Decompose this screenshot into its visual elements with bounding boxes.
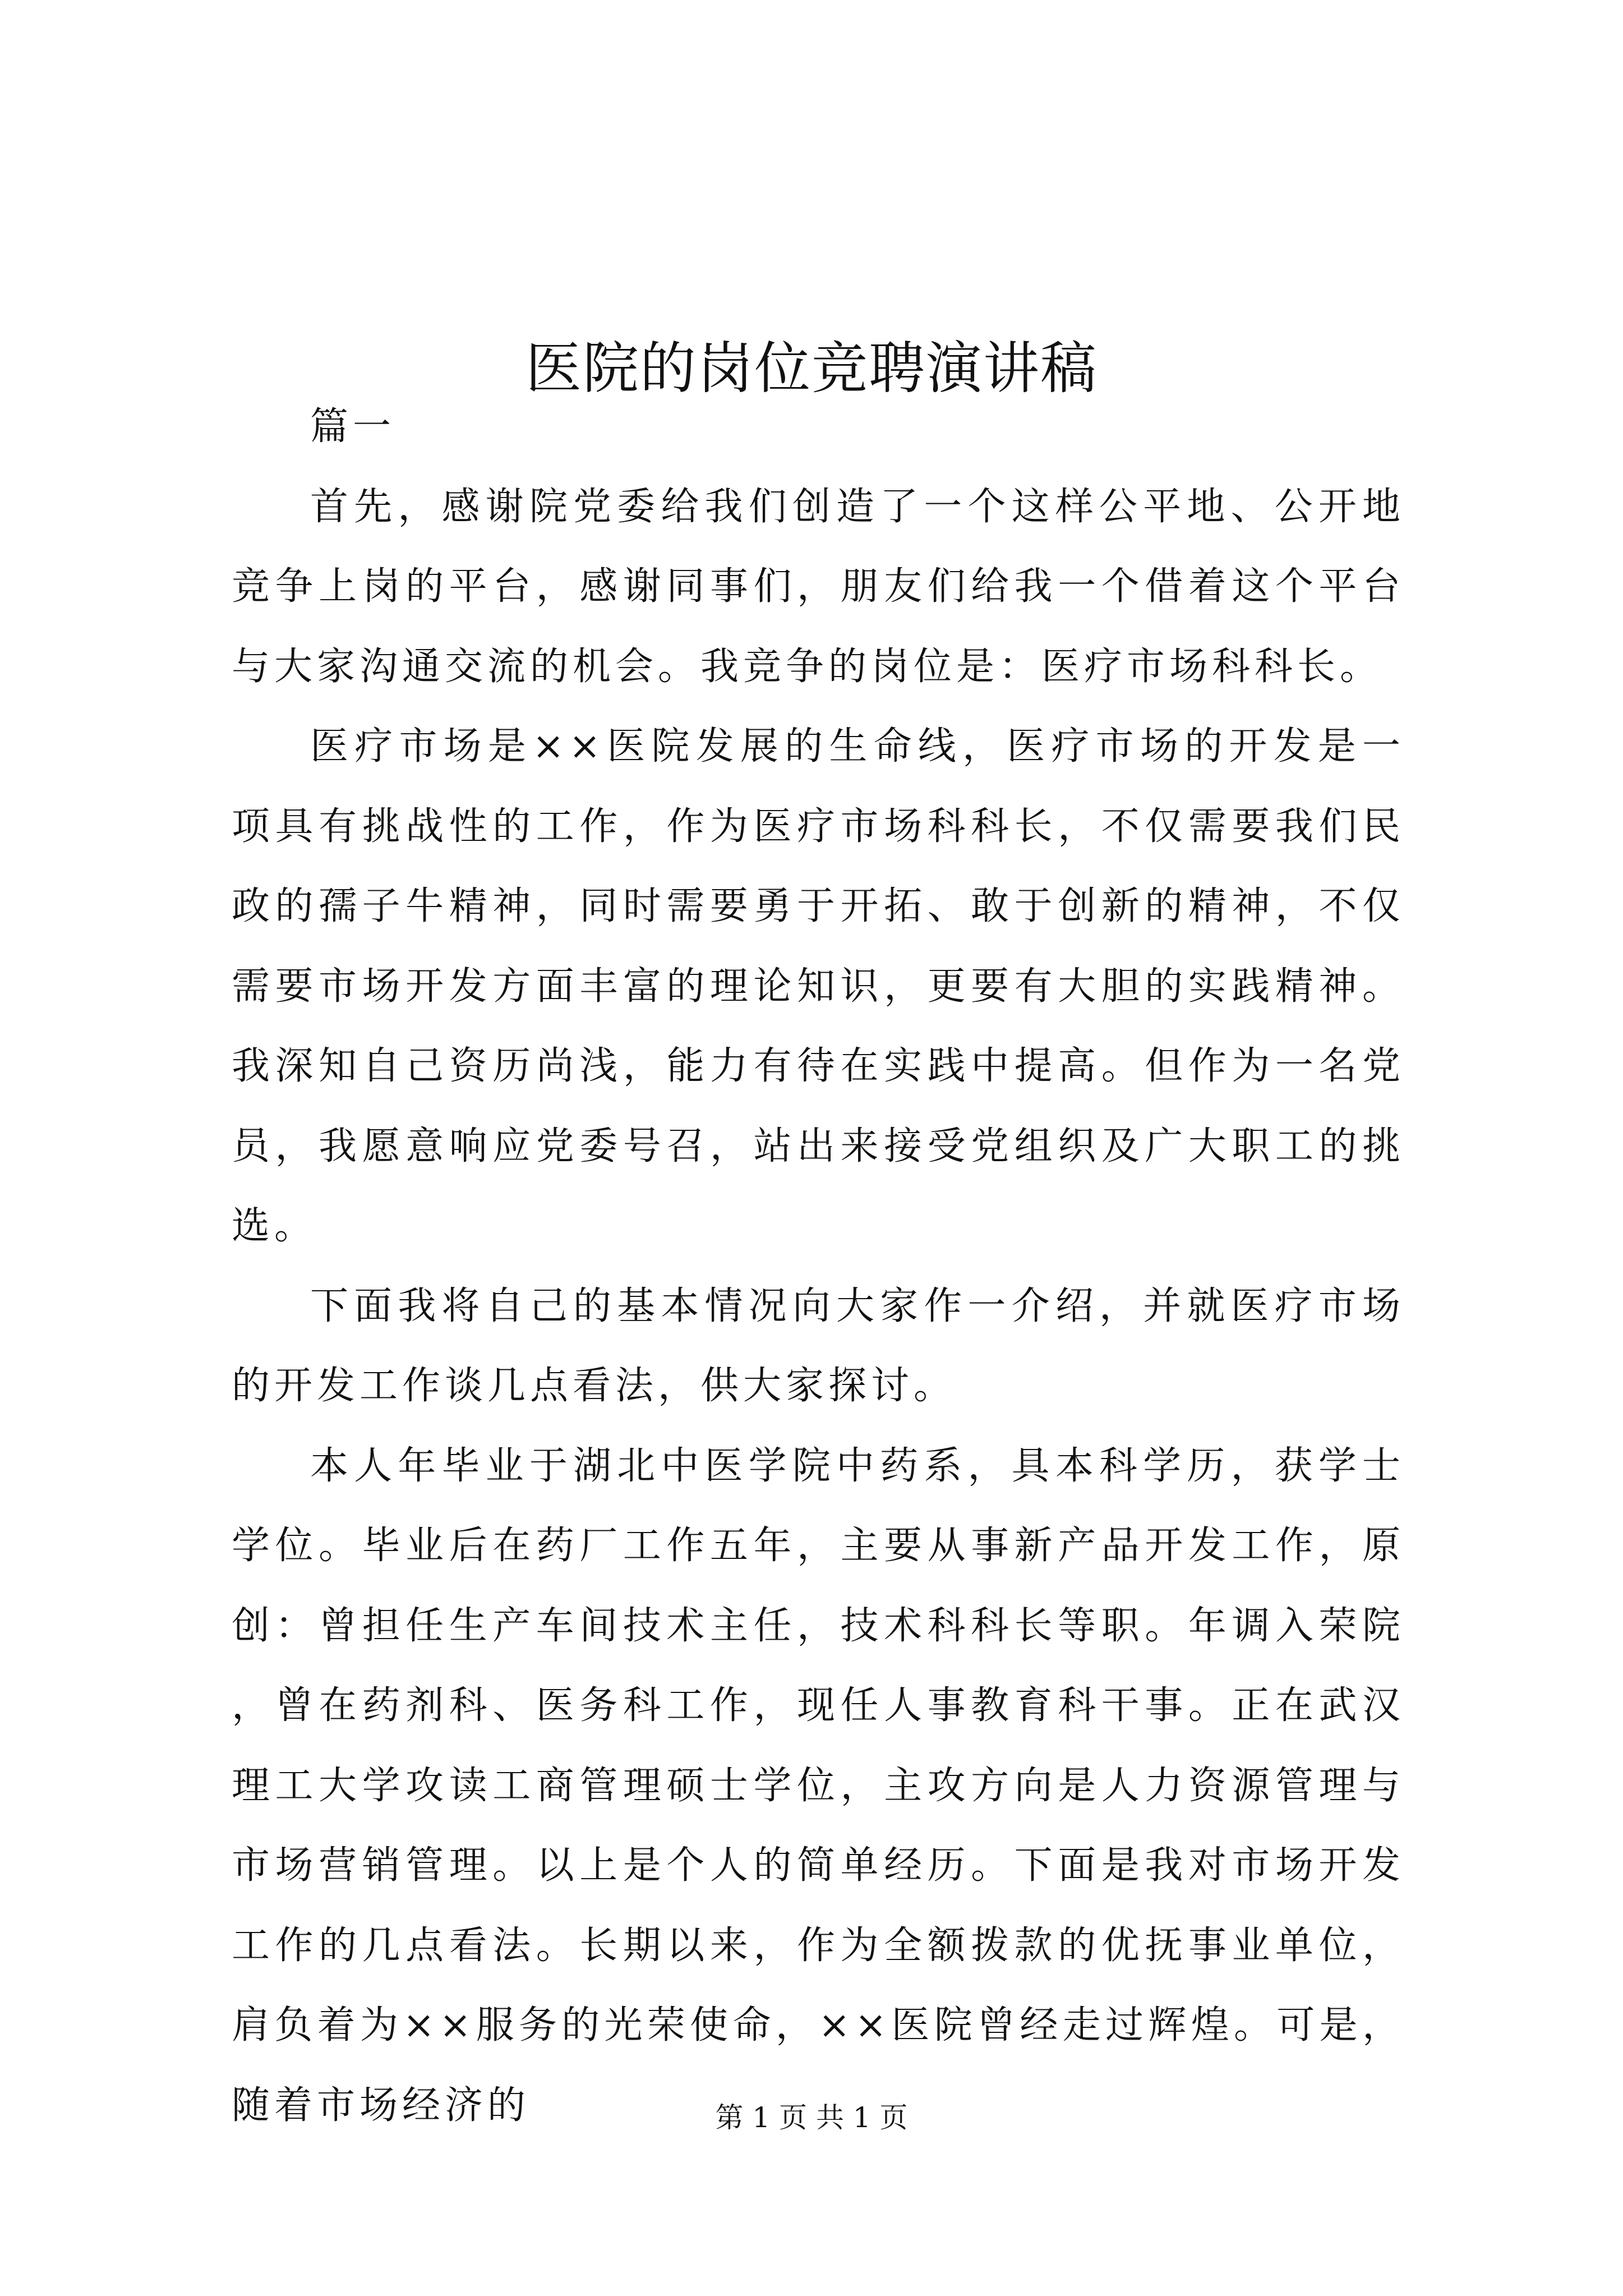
page-footer: 第 1 页 共 1 页 bbox=[715, 2101, 908, 2134]
paragraph: 首先，感谢院党委给我们创造了一个这样公平地、公开地竞争上岗的平台，感谢同事们，朋友们给我一个借着这个平台与大家沟通交流的机会。我竞争的岗位是：医疗市场科科长。 bbox=[232, 484, 1405, 689]
document-title: 医院的岗位竞聘演讲稿 bbox=[525, 335, 1098, 401]
paragraph: 本人年毕业于湖北中医学院中药系，具本科学历，获学士学位。毕业后在药厂工作五年，主要从事新产品开发工作，原创：曾担任生产车间技术主任，技术科科长等职。年调入荣院，曾在药剂科、医务科工作，现任人事教育科干事。正在武汉理工大学攻读工商管理硕士学位，主攻方向是人力资源管理与市场营销管理。以上是个人的简单经历。下面是我对市场开发工作的几点看法。长期以来，作为全额拨款的优抚事业单位，肩负着为××服务的光荣使命，××医院曾经走过辉煌。可是，随着市场经济的 bbox=[232, 1443, 1405, 2128]
paragraph: 医疗市场是××医院发展的生命线，医疗市场的开发是一项具有挑战性的工作，作为医疗市场科科长，不仅需要我们民政的孺子牛精神，同时需要勇于开拓、敢于创新的精神，不仅需要市场开发方面丰富的理论知识，更要有大胆的实践精神。我深知自己资历尚浅，能力有待在实践中提高。但作为一名党员，我愿意响应党委号召，站出来接受党组织及广大职工的挑选。 bbox=[232, 724, 1405, 1248]
section-heading: 篇一 bbox=[310, 404, 396, 449]
paragraph: 下面我将自己的基本情况向大家作一介绍，并就医疗市场的开发工作谈几点看法，供大家探讨。 bbox=[232, 1283, 1405, 1408]
document-body bbox=[232, 387, 1405, 2146]
